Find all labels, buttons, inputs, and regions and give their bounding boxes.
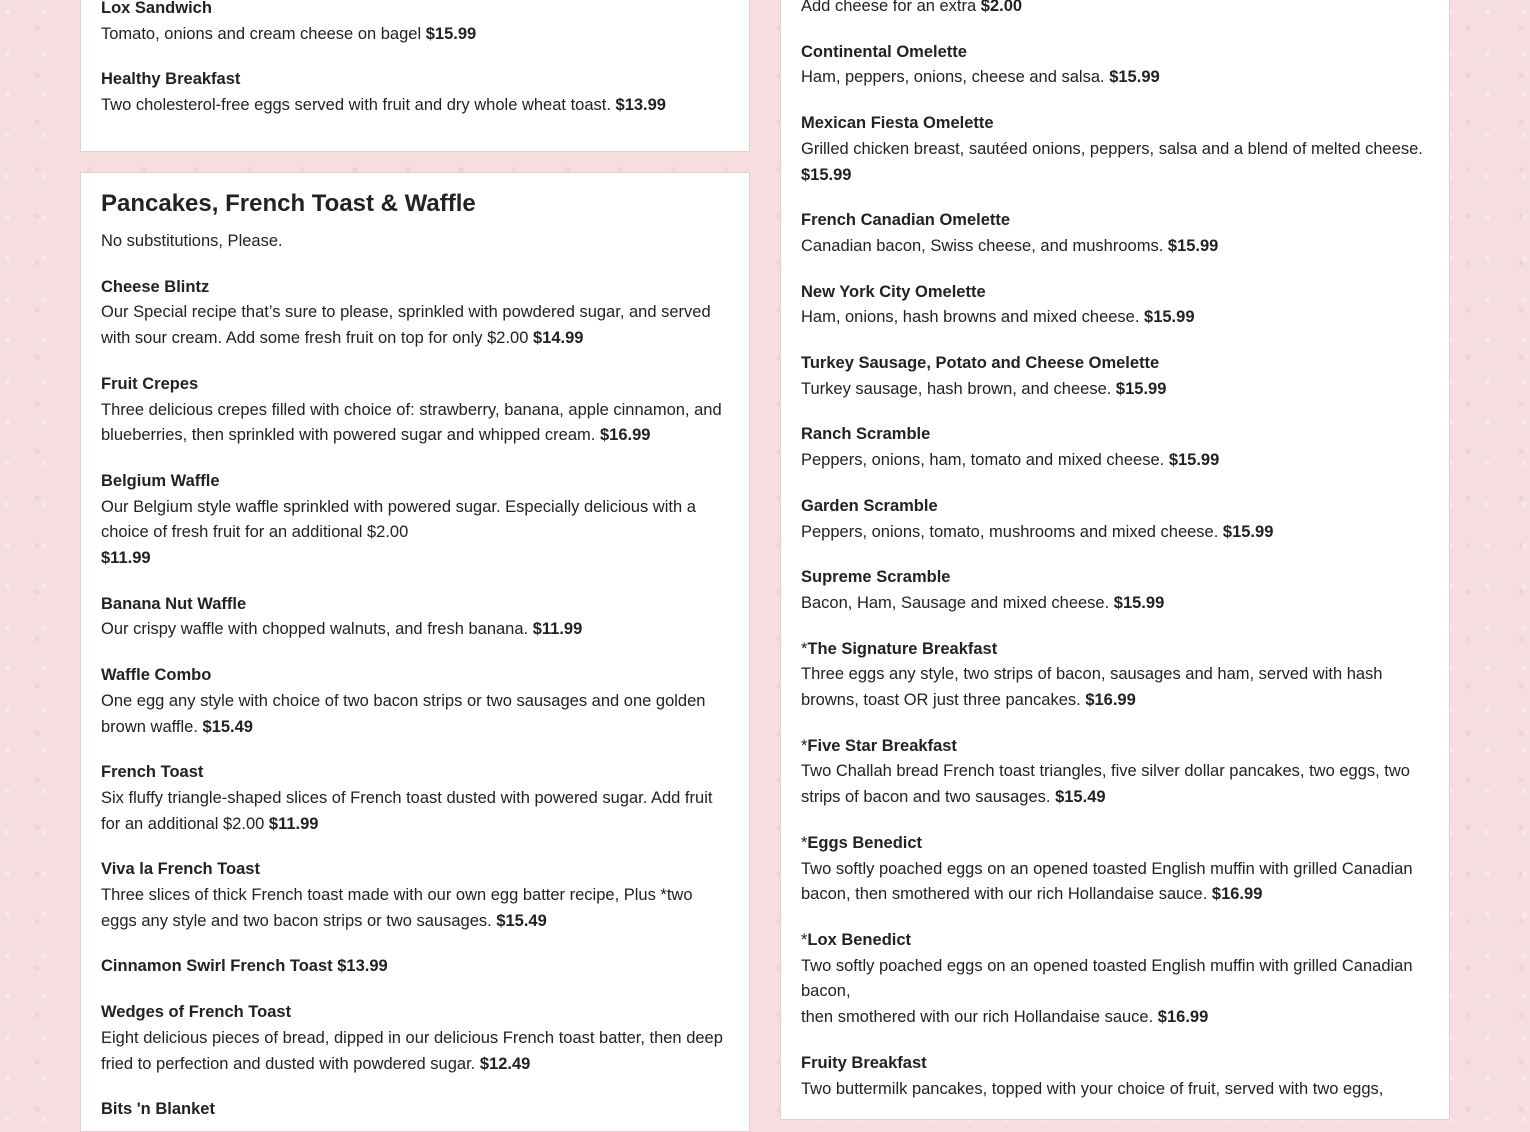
menu-item: [101, 1097, 729, 1123]
omelettes-panel: [780, 0, 1450, 1120]
item-desc: Six fluffy triangle-shaped slices of French toast dusted with powered sugar. Add fruit for an additional $2.00: [101, 788, 713, 833]
item-desc: Our Special recipe that’s sure to please, sprinkled with powdered sugar, and served with sour cream. Add some fresh fruit on top for only $2.00: [101, 303, 711, 348]
menu-item: [801, 734, 1429, 811]
item-name: Ranch Scramble: [801, 425, 931, 444]
item-name: Fruit Crepes: [101, 374, 199, 393]
item-desc: Three slices of thick French toast made with our own egg batter recipe, Plus *two eggs any style and two bacon strips or two sausages.: [101, 886, 693, 930]
item-price: $15.99: [1168, 451, 1220, 470]
item-name: French Canadian Omelette: [801, 211, 1011, 230]
item-desc: Eight delicious pieces of bread, dipped in our delicious French toast batter, then deep fried to perfection and dusted with powdered sugar.: [101, 1028, 723, 1073]
item-desc: Our Belgium style waffle sprinkled with powered sugar. Especially delicious with a choice of fresh fruit for an additional $2.00: [101, 497, 696, 542]
item-price: $15.99: [1113, 593, 1165, 612]
menu-item: [801, 351, 1429, 402]
item-price: $16.99: [599, 426, 651, 445]
item-desc: Tomato, onions and cream cheese on bagel: [101, 24, 422, 43]
item-desc: Three delicious crepes filled with choice of: strawberry, banana, apple cinnamon, and blueberries, then sprinkled with powered sugar and whipped cream.: [101, 400, 722, 445]
menu-item: [801, 0, 1429, 20]
item-name: Banana Nut Waffle: [101, 594, 247, 613]
item-star: *: [801, 833, 808, 852]
item-price: $16.99: [1085, 691, 1136, 710]
item-desc: Grilled chicken breast, sautéed onions, peppers, salsa and a blend of melted cheese.: [801, 139, 1423, 158]
item-star: *: [801, 639, 808, 658]
menu-item: [801, 280, 1429, 331]
item-name: Cinnamon Swirl French Toast: [101, 957, 333, 976]
item-name: Turkey Sausage, Potato and Cheese Omelette: [801, 354, 1160, 373]
item-desc: Two cholesterol-free eggs served with fruit and dry whole wheat toast.: [101, 96, 611, 115]
item-price: $15.99: [1115, 379, 1167, 398]
menu-item: [101, 1000, 729, 1077]
item-desc: Ham, peppers, onions, cheese and salsa.: [801, 68, 1105, 87]
item-name: Mexican Fiesta Omelette: [801, 114, 994, 133]
item-price: $15.99: [1222, 522, 1274, 541]
item-price: $11.99: [101, 549, 151, 568]
menu-item: [101, 592, 729, 643]
item-desc-continued: then smothered with our rich Hollandaise sauce.: [801, 1008, 1154, 1027]
menu-item: [801, 1051, 1429, 1102]
item-price: $15.99: [801, 165, 852, 184]
section-title: Pancakes, French Toast & Waffle: [101, 190, 476, 217]
item-price: $15.49: [496, 911, 547, 930]
item-name: Supreme Scramble: [801, 568, 951, 587]
menu-item: [101, 954, 729, 980]
menu-item: [801, 928, 1429, 1031]
item-desc: Peppers, onions, ham, tomato and mixed cheese.: [801, 451, 1165, 470]
item-name: French Toast: [101, 763, 204, 782]
item-price: $11.99: [268, 814, 319, 833]
item-price: $11.99: [532, 620, 583, 639]
item-price: $15.49: [202, 717, 253, 736]
item-price: $15.99: [1144, 308, 1195, 327]
item-name: New York City Omelette: [801, 282, 986, 301]
menu-item: [101, 275, 729, 352]
menu-item: [801, 565, 1429, 616]
item-price: $13.99: [615, 96, 666, 115]
menu-item: [801, 40, 1429, 91]
item-price: $14.99: [532, 329, 584, 348]
item-desc: One egg any style with choice of two bacon strips or two sausages and one golden brown waffle.: [101, 691, 706, 736]
item-star: *: [801, 930, 808, 949]
item-desc: Two softly poached eggs on an opened toasted English muffin with grilled Canadian bacon, then smothered with our rich Hollandaise sauce.: [801, 859, 1413, 904]
menu-item: [101, 0, 729, 47]
menu-item: [101, 857, 729, 934]
breakfast-panel: [80, 0, 750, 152]
menu-item: [101, 663, 729, 740]
item-price: $16.99: [1157, 1008, 1209, 1027]
item-desc: Three eggs any style, two strips of bacon, sausages and ham, served with hash browns, toast OR just three pancakes.: [801, 665, 1383, 710]
item-desc: Two Challah bread French toast triangles, five silver dollar pancakes, two eggs, two strips of bacon and two sausages.: [801, 762, 1410, 807]
item-price: $16.99: [1211, 885, 1263, 904]
menu-item: [101, 760, 729, 837]
item-price: $15.99: [1167, 236, 1219, 255]
item-name: Fruity Breakfast: [801, 1053, 927, 1072]
item-price: $13.99: [337, 957, 388, 976]
item-desc: Two softly poached eggs on an opened toasted English muffin with grilled Canadian bacon,: [801, 956, 1413, 1001]
item-price: $2.00: [980, 0, 1023, 15]
menu-item: [801, 831, 1429, 908]
item-desc: Peppers, onions, tomato, mushrooms and mixed cheese.: [801, 522, 1219, 541]
menu-item: [801, 422, 1429, 473]
menu-item: [801, 208, 1429, 259]
item-name: Eggs Benedict: [807, 833, 923, 852]
item-desc: Our crispy waffle with chopped walnuts, and fresh banana.: [101, 620, 529, 639]
pancakes-panel: [80, 172, 750, 1132]
item-name: Healthy Breakfast: [101, 70, 241, 89]
item-price: $12.49: [479, 1054, 531, 1073]
item-name: Belgium Waffle: [101, 471, 220, 490]
item-name: Wedges of French Toast: [101, 1003, 292, 1022]
item-star: *: [801, 736, 808, 755]
item-desc: Turkey sausage, hash brown, and cheese.: [801, 379, 1112, 398]
item-name: Cheese Blintz: [101, 277, 210, 296]
item-name: Viva la French Toast: [101, 860, 260, 879]
menu-item: [801, 494, 1429, 545]
item-desc: Two buttermilk pancakes, topped with your choice of fruit, served with two eggs,: [801, 1079, 1384, 1098]
item-name: Bits 'n Blanket: [101, 1100, 215, 1119]
item-price: $15.99: [1109, 68, 1160, 87]
item-name: Five Star Breakfast: [807, 736, 957, 755]
item-price: $15.99: [425, 24, 477, 43]
item-desc: Canadian bacon, Swiss cheese, and mushrooms.: [801, 236, 1164, 255]
menu-item: [101, 67, 729, 118]
item-desc: Add cheese for an extra: [801, 0, 977, 15]
item-name: Garden Scramble: [801, 496, 938, 515]
item-name: Continental Omelette: [801, 42, 967, 61]
item-desc: Ham, onions, hash browns and mixed cheese.: [801, 308, 1140, 327]
menu-item: [801, 111, 1429, 188]
item-name: The Signature Breakfast: [807, 639, 998, 658]
item-name: Lox Benedict: [807, 930, 912, 949]
menu-item: [801, 637, 1429, 714]
menu-item: [101, 372, 729, 449]
menu-item: [101, 469, 729, 572]
item-name: Waffle Combo: [101, 666, 212, 685]
item-name: Lox Sandwich: [101, 0, 212, 17]
item-desc: Bacon, Ham, Sausage and mixed cheese.: [801, 593, 1110, 612]
section-note: No substitutions, Please.: [101, 232, 283, 250]
item-price: $15.49: [1055, 788, 1106, 807]
